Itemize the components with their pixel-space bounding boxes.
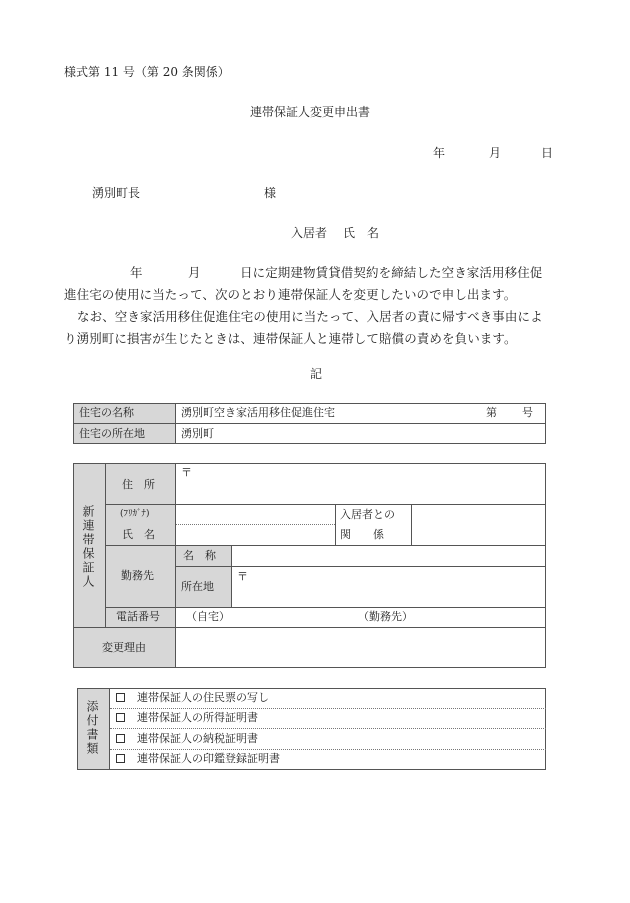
house-number-prefix: 第	[486, 406, 497, 419]
house-name-label: 住宅の名称	[79, 406, 134, 419]
guarantor-postal-mark: 〒	[181, 466, 192, 479]
attachment-item	[116, 712, 258, 723]
new-guarantor-side-label: 新連帯保証人	[81, 505, 95, 589]
checkbox[interactable]	[116, 693, 125, 702]
attachment-item	[116, 733, 258, 744]
attachments-side-label: 添付書類	[85, 700, 99, 756]
guarantor-name-label: 氏 名	[122, 528, 155, 541]
workplace-name-label: 名 称	[183, 549, 216, 562]
attachment-item	[116, 753, 280, 764]
relation-label-line-1: 入居者との	[340, 508, 395, 521]
relation-label-line-2: 関 係	[340, 528, 384, 541]
date-day-label: 日	[541, 146, 554, 160]
phone-home-label: （自宅）	[186, 610, 230, 623]
house-number-suffix: 号	[522, 406, 533, 419]
attachment-item-label: 連帯保証人の住民票の写し	[137, 691, 269, 704]
addressee: 湧別町長	[92, 186, 141, 200]
phone-label: 電話番号	[116, 610, 160, 623]
checkbox[interactable]	[116, 713, 125, 722]
applicant-label: 入居者	[291, 226, 328, 240]
date-year-label: 年	[433, 146, 446, 160]
guarantor-address-label: 住 所	[122, 478, 155, 491]
workplace-location-label: 所在地	[181, 580, 214, 593]
document-title: 連帯保証人変更申出書	[250, 105, 371, 119]
body-line-2: 進住宅の使用に当たって、次のとおり連帯保証人を変更したいので申し出ます。	[64, 287, 517, 302]
ki-mark: 記	[310, 367, 323, 381]
workplace-label: 勤務先	[121, 569, 154, 582]
checkbox[interactable]	[116, 754, 125, 763]
house-location-value: 湧別町	[181, 427, 214, 440]
body-line-1-year: 年	[130, 265, 143, 280]
date-month-label: 月	[489, 146, 502, 160]
change-reason-label: 変更理由	[102, 641, 146, 654]
attachment-item-label: 連帯保証人の印鑑登録証明書	[137, 752, 280, 765]
house-name-value: 湧別町空き家活用移住促進住宅	[181, 406, 335, 419]
workplace-postal-mark: 〒	[237, 570, 248, 583]
attachment-item-label: 連帯保証人の納税証明書	[137, 732, 258, 745]
attachment-item-label: 連帯保証人の所得証明書	[137, 711, 258, 724]
body-line-1-month: 月	[188, 265, 201, 280]
attachment-item	[116, 692, 269, 703]
body-line-3: なお、空き家活用移住促進住宅の使用に当たって、入居者の責に帰すべき事由によ	[77, 309, 543, 324]
checkbox[interactable]	[116, 734, 125, 743]
body-line-4: り湧別町に損害が生じたときは、連帯保証人と連帯して賠償の責めを負います。	[64, 331, 517, 346]
body-line-1: 日に定期建物賃貸借契約を締結した空き家活用移住促	[240, 265, 543, 280]
phone-work-label: （勤務先）	[358, 610, 413, 623]
guarantor-furigana-label: (ﾌﾘｶﾞﾅ)	[120, 509, 150, 519]
applicant-name-label: 氏 名	[343, 226, 380, 240]
form-number: 様式第 11 号（第 20 条関係）	[64, 65, 230, 79]
honorific: 様	[264, 186, 277, 200]
house-location-label: 住宅の所在地	[79, 427, 145, 440]
